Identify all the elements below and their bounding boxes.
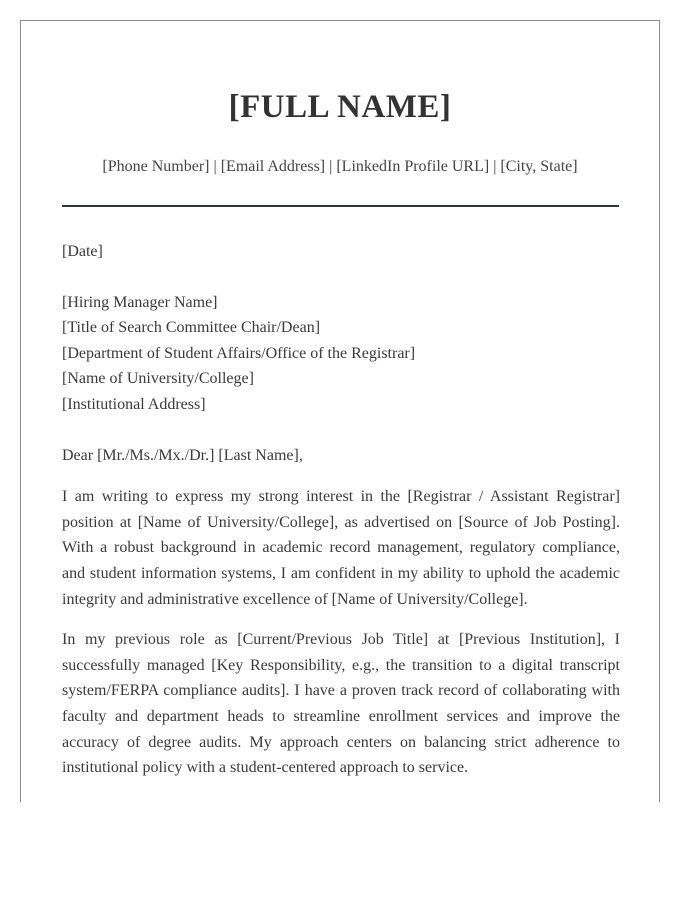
recipient-address-line: [Institutional Address] <box>62 395 206 413</box>
recipient-title: [Title of Search Committee Chair/Dean] <box>62 319 321 337</box>
recipient-department: [Department of Student Affairs/Office of the Registrar] <box>62 344 416 362</box>
body-paragraph-2: In my previous role as [Current/Previous Job Title] at [Previous Institution], I successfully managed [Key Responsibility, e.g., the transition to a digital transcript system/FERPA compliance audits]. I have a proven track record of collaborating with faculty and department heads to streamline enrollment services and improve the accuracy of degree audits. My approach centers on balancing strict adherence to institutional policy with a student-centered approach to service. <box>62 631 620 777</box>
recipient-institution: [Name of University/College] <box>62 370 254 388</box>
salutation: Dear [Mr./Ms./Mx./Dr.] [Last Name], <box>62 446 303 464</box>
header-divider <box>62 205 619 207</box>
recipient-name: [Hiring Manager Name] <box>62 293 218 311</box>
letter-date: [Date] <box>62 243 103 260</box>
full-name-heading: [FULL NAME] <box>228 89 452 125</box>
body-paragraph-1: I am writing to express my strong interest in the [Registrar / Assistant Registrar] position at [Name of University/College], as advertised on [Source of Job Posting]. With a robust background in academic record management, regulatory compliance, and student information systems, I am confident in my ability to uphold the academic integrity and administrative excellence of [Name of University/College]. <box>62 488 620 608</box>
letter-body <box>62 239 620 796</box>
contact-line: [Phone Number] | [Email Address] | [LinkedIn Profile URL] | [City, State] <box>102 158 578 175</box>
letter-page <box>20 20 660 802</box>
recipient-address <box>62 290 620 418</box>
